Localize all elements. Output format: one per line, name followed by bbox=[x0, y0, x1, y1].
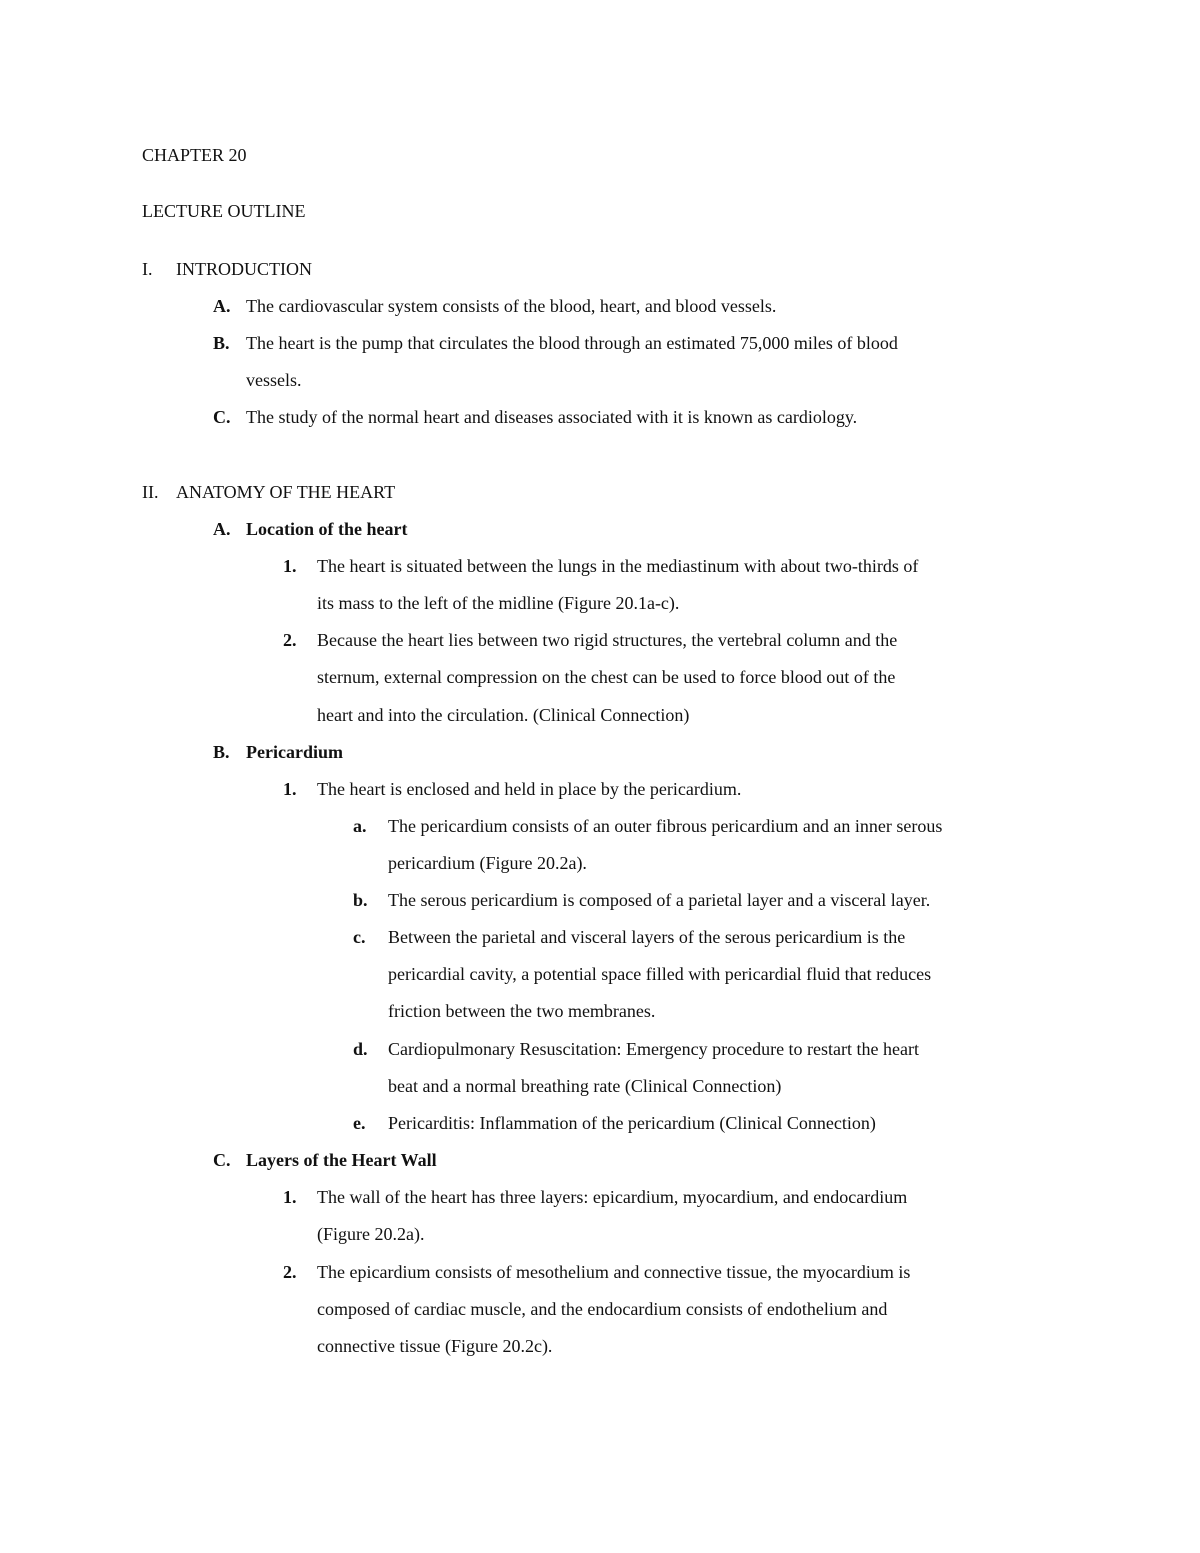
sub-c-marker: C. bbox=[213, 1150, 231, 1170]
sub-b-subitem-e-line-1: Pericarditis: Inflammation of the pericardium (Clinical Connection) bbox=[388, 1113, 876, 1133]
outline-subtitle: LECTURE OUTLINE bbox=[142, 201, 306, 221]
section-1-title: INTRODUCTION bbox=[176, 259, 312, 279]
sub-b-subitem-b-line-1: The serous pericardium is composed of a parietal layer and a visceral layer. bbox=[388, 890, 931, 910]
sub-a-item-2-marker: 2. bbox=[283, 630, 297, 650]
sub-b-item-1-marker: 1. bbox=[283, 779, 297, 799]
sub-b-subitem-c-marker: c. bbox=[353, 927, 366, 947]
sub-c-item-2-line-3: connective tissue (Figure 20.2c). bbox=[317, 1336, 553, 1356]
sub-c-item-2-line-1: The epicardium consists of mesothelium and connective tissue, the myocardium is bbox=[317, 1262, 911, 1282]
intro-item-a-line-1: The cardiovascular system consists of the blood, heart, and blood vessels. bbox=[246, 296, 777, 316]
sub-c-item-1-line-1: The wall of the heart has three layers: epicardium, myocardium, and endocardium bbox=[317, 1187, 908, 1207]
sub-b-subitem-a-line-2: pericardium (Figure 20.2a). bbox=[388, 853, 587, 873]
sub-c-item-1-marker: 1. bbox=[283, 1187, 297, 1207]
section-1-marker: I. bbox=[142, 259, 153, 279]
intro-item-a-marker: A. bbox=[213, 296, 231, 316]
intro-item-b-marker: B. bbox=[213, 333, 230, 353]
section-2-marker: II. bbox=[142, 482, 159, 502]
sub-b-subitem-c-line-3: friction between the two membranes. bbox=[388, 1001, 656, 1021]
sub-b-subitem-d-marker: d. bbox=[353, 1039, 368, 1059]
chapter-title: CHAPTER 20 bbox=[142, 145, 247, 165]
sub-c-title: Layers of the Heart Wall bbox=[246, 1150, 437, 1170]
sub-b-subitem-d-line-2: beat and a normal breathing rate (Clinical Connection) bbox=[388, 1076, 782, 1096]
intro-item-b-line-2: vessels. bbox=[246, 370, 302, 390]
sub-b-subitem-a-marker: a. bbox=[353, 816, 367, 836]
sub-b-item-1-line-1: The heart is enclosed and held in place by the pericardium. bbox=[317, 779, 742, 799]
intro-item-c-line-1: The study of the normal heart and diseases associated with it is known as cardiology. bbox=[246, 407, 858, 427]
sub-c-item-1-line-2: (Figure 20.2a). bbox=[317, 1224, 425, 1244]
sub-a-item-1-line-1: The heart is situated between the lungs in the mediastinum with about two-thirds of bbox=[317, 556, 919, 576]
sub-b-subitem-c-line-2: pericardial cavity, a potential space filled with pericardial fluid that reduces bbox=[388, 964, 932, 984]
sub-b-subitem-b-marker: b. bbox=[353, 890, 368, 910]
sub-a-marker: A. bbox=[213, 519, 231, 539]
section-2-title: ANATOMY OF THE HEART bbox=[176, 482, 396, 502]
sub-b-subitem-e-marker: e. bbox=[353, 1113, 366, 1133]
sub-a-item-2-line-2: sternum, external compression on the chest can be used to force blood out of the bbox=[317, 667, 896, 687]
sub-a-item-1-marker: 1. bbox=[283, 556, 297, 576]
sub-c-item-2-line-2: composed of cardiac muscle, and the endocardium consists of endothelium and bbox=[317, 1299, 888, 1319]
sub-a-item-2-line-3: heart and into the circulation. (Clinical Connection) bbox=[317, 705, 690, 725]
sub-b-marker: B. bbox=[213, 742, 230, 762]
intro-item-c-marker: C. bbox=[213, 407, 231, 427]
sub-a-title: Location of the heart bbox=[246, 519, 408, 539]
sub-a-item-2-line-1: Because the heart lies between two rigid structures, the vertebral column and the bbox=[317, 630, 898, 650]
sub-b-subitem-c-line-1: Between the parietal and visceral layers of the serous pericardium is the bbox=[388, 927, 906, 947]
sub-b-subitem-d-line-1: Cardiopulmonary Resuscitation: Emergency procedure to restart the heart bbox=[388, 1039, 919, 1059]
sub-a-item-1-line-2: its mass to the left of the midline (Figure 20.1a-c). bbox=[317, 593, 680, 613]
sub-c-item-2-marker: 2. bbox=[283, 1262, 297, 1282]
intro-item-b-line-1: The heart is the pump that circulates the blood through an estimated 75,000 miles of blood bbox=[246, 333, 898, 353]
sub-b-title: Pericardium bbox=[246, 742, 343, 762]
sub-b-subitem-a-line-1: The pericardium consists of an outer fibrous pericardium and an inner serous bbox=[388, 816, 943, 836]
